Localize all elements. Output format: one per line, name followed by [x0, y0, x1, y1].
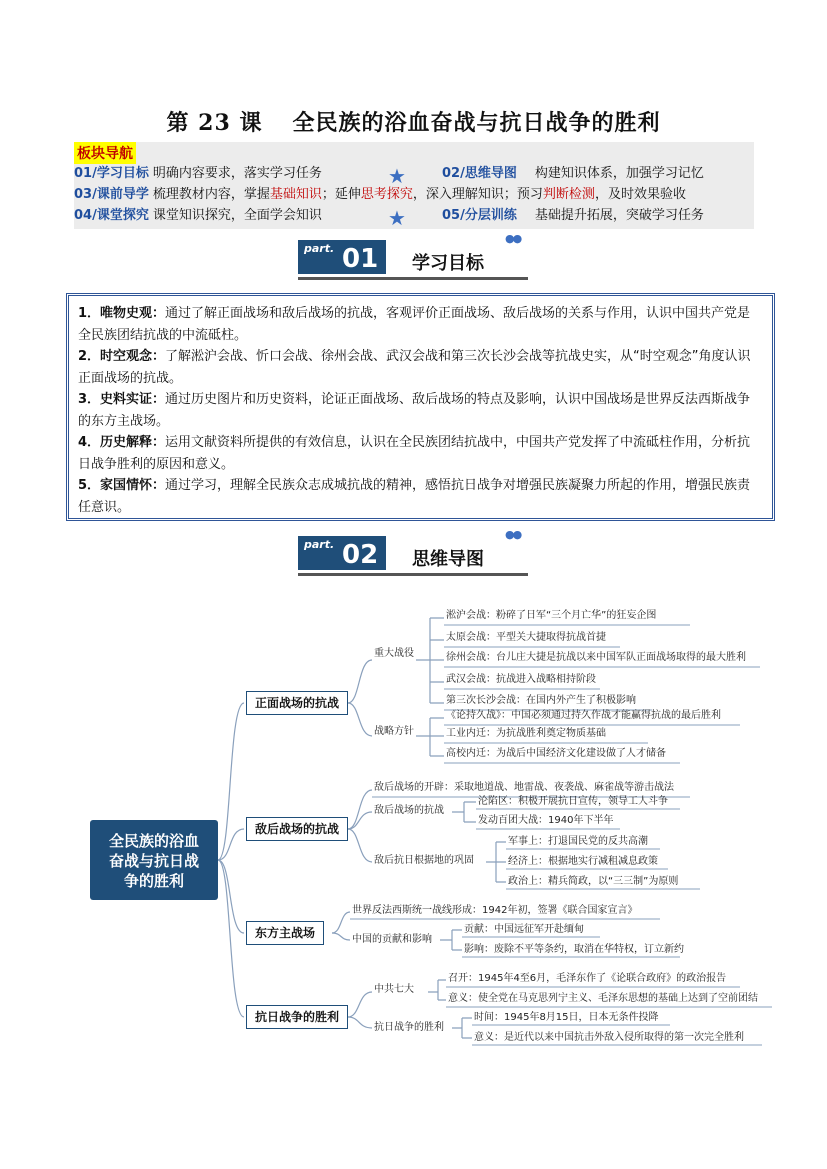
goal-head: 2．时空观念： — [78, 349, 166, 364]
goal-head: 1．唯物史观： — [78, 306, 166, 321]
mm-node: 太原会战：平型关大捷取得抗战首捷 — [446, 632, 606, 643]
nav-link-mind-map[interactable]: 02/思维导图 — [442, 166, 517, 181]
mm-node: 抗日战争的胜利 — [374, 1022, 444, 1033]
branch-rear-battlefield: 敌后战场的抗战 — [246, 817, 348, 841]
mm-node: 敌后战场的抗战 — [374, 805, 444, 816]
nav-link-classroom[interactable]: 04/课堂探究 — [74, 208, 149, 223]
nav-link-learning-goals[interactable]: 01/学习目标 — [74, 166, 149, 181]
branch-victory: 抗日战争的胜利 — [246, 1005, 348, 1029]
goal-text: 通过了解正面战场和敌后战场的抗战，客观评价正面战场、敌后战场的关系与作用，认识中国共产党是全民族团结抗战的中流砥柱。 — [78, 306, 751, 343]
goal-head: 5．家国情怀： — [78, 478, 166, 493]
mm-node: 召开：1945年4至6月，毛泽东作了《论联合政府》的政治报告 — [448, 973, 727, 984]
root-line: 争的胜利 — [123, 872, 184, 890]
goal-text: 了解淞沪会战、忻口会战、徐州会战、武汉会战和第三次长沙会战等抗战史实，从“时空观念”角度认识正面战场的抗战。 — [78, 349, 751, 386]
mm-node: 敌后战场的开辟：采取地道战、地雷战、夜袭战、麻雀战等游击战法 — [374, 782, 674, 793]
nav-desc: 明确内容要求，落实学习任务 — [152, 166, 322, 181]
nav-desc-part: ，及时效果验收 — [594, 187, 686, 202]
mm-node: 经济上：根据地实行减租减息政策 — [508, 856, 658, 867]
goal-text: 通过历史图片和历史资料，论证正面战场、敌后战场的特点及影响，认识中国战场是世界反法西斯战争的东方主战场。 — [78, 392, 751, 429]
nav-link-training[interactable]: 05/分层训练 — [442, 208, 517, 223]
mind-map-root — [90, 820, 218, 900]
part-label: part. — [304, 538, 335, 551]
lesson-number: 第 23 课 — [166, 110, 263, 136]
nav-desc-part: 梳理教材内容，掌握 — [152, 187, 270, 202]
part-label: part. — [304, 242, 335, 255]
mm-node: 武汉会战：抗战进入战略相持阶段 — [446, 674, 596, 685]
mm-node: 中国的贡献和影响 — [352, 934, 432, 945]
mm-node: 意义：是近代以来中国抗击外敌入侵所取得的第一次完全胜利 — [474, 1032, 744, 1043]
mm-node: 重大战役 — [374, 648, 414, 659]
mm-node: 军事上：打退国民党的反共高潮 — [508, 836, 648, 847]
nav-desc: 课堂知识探究，全面学会知识 — [152, 208, 322, 223]
nav-desc-part: ；延伸 — [321, 187, 361, 202]
goal-text: 运用文献资料所提供的有效信息，认识在全民族团结抗战中，中国共产党发挥了中流砥柱作用，分析抗日战争胜利的原因和意义。 — [78, 435, 751, 472]
mm-node: 战略方针 — [374, 726, 414, 737]
mm-node: 第三次长沙会战：在国内外产生了积极影响 — [446, 695, 636, 706]
nav-desc-part: ，深入理解知识；预习 — [412, 187, 543, 202]
goal-head: 3．史料实证： — [78, 392, 166, 407]
mm-node: 意义：使全党在马克思列宁主义、毛泽东思想的基础上达到了空前团结 — [448, 993, 758, 1004]
branch-front-battlefield: 正面战场的抗战 — [246, 691, 348, 715]
decor-dots-icon: ●● — [505, 528, 521, 541]
star-icon: ★ — [388, 164, 406, 188]
mm-node: 工业内迁：为抗战胜利奠定物质基础 — [446, 728, 606, 739]
branch-eastern-battlefield: 东方主战场 — [246, 921, 324, 945]
part-name: 学习目标 — [412, 253, 484, 274]
mm-node: 敌后抗日根据地的巩固 — [374, 855, 474, 866]
part-number: 01 — [342, 244, 379, 274]
goal-head: 4．历史解释： — [78, 435, 166, 450]
mm-node: 政治上：精兵简政，以“三三制”为原则 — [508, 876, 679, 887]
mm-node: 发动百团大战：1940年下半年 — [478, 815, 614, 826]
nav-header: 板块导航 — [74, 142, 136, 164]
nav-desc: 基础提升拓展，突破学习任务 — [534, 208, 704, 223]
root-line: 全民族的浴血 — [108, 832, 199, 850]
part-number: 02 — [342, 540, 379, 570]
mm-node: 世界反法西斯统一战线形成：1942年初，签署《联合国家宣言》 — [352, 905, 638, 916]
star-icon: ★ — [388, 206, 406, 230]
nav-highlight: 思考探究 — [360, 187, 413, 202]
nav-desc: 构建知识体系，加强学习记忆 — [534, 166, 704, 181]
mm-node: 《论持久战》：中国必须通过持久作战才能赢得抗战的最后胜利 — [446, 710, 721, 721]
root-line: 奋战与抗日战 — [108, 852, 199, 870]
mm-node: 淞沪会战：粉碎了日军“三个月亡华”的狂妄企图 — [446, 610, 657, 621]
mm-node: 中共七大 — [374, 984, 414, 995]
nav-link-preview[interactable]: 03/课前导学 — [74, 187, 149, 202]
mm-node: 徐州会战：台儿庄大捷是抗战以来中国军队正面战场取得的最大胜利 — [446, 652, 746, 663]
nav-highlight: 基础知识 — [269, 187, 322, 202]
lesson-title-text: 全民族的浴血奋战与抗日战争的胜利 — [292, 110, 661, 136]
mm-node: 时间：1945年8月15日，日本无条件投降 — [474, 1012, 659, 1023]
mm-node: 高校内迁：为战后中国经济文化建设做了人才储备 — [446, 748, 666, 759]
mm-node: 沦陷区：积极开展抗日宣传，领导工人斗争 — [478, 796, 668, 807]
mm-node: 贡献：中国远征军开赴缅甸 — [464, 924, 584, 935]
part-name: 思维导图 — [412, 549, 484, 570]
nav-highlight: 判断检测 — [542, 187, 595, 202]
goal-text: 通过学习，理解全民族众志成城抗战的精神，感悟抗日战争对增强民族凝聚力所起的作用，增强民族责任意识。 — [78, 478, 751, 515]
mm-node: 影响：废除不平等条约，取消在华特权，订立新约 — [464, 944, 684, 955]
decor-dots-icon: ●● — [505, 232, 521, 245]
